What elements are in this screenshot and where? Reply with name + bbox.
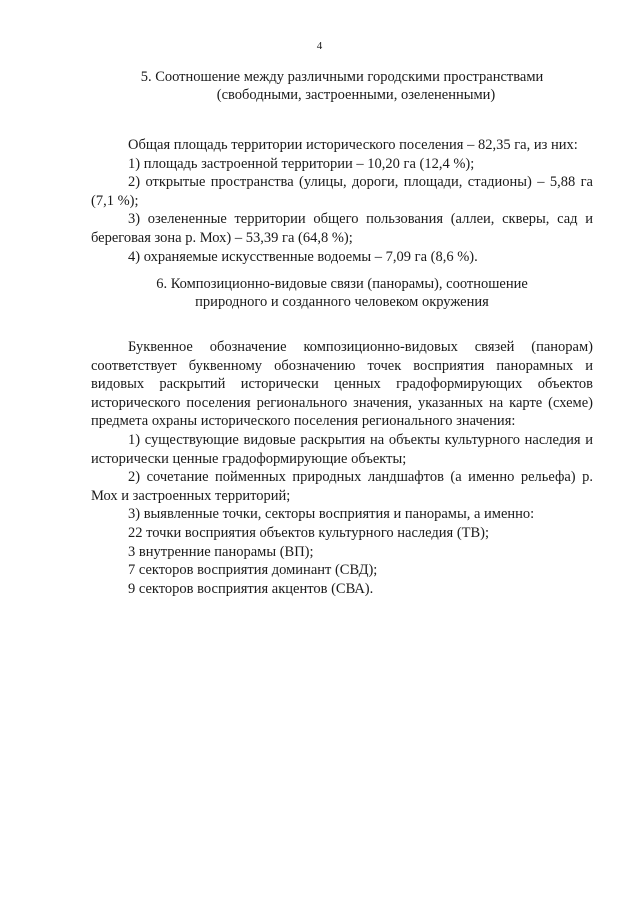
page-number: 4 <box>316 40 323 52</box>
section-6-subitem: 22 точки восприятия объектов культурного наследия (ТВ); <box>128 524 490 541</box>
section-6-subitem: 3 внутренние панорамы (ВП); <box>128 543 314 560</box>
section-5-item: 4) охраняемые искусственные водоемы – 7,09 га (8,6 %). <box>128 248 478 265</box>
section-6-subitem: 9 секторов восприятия акцентов (СВА). <box>128 580 374 597</box>
section-6 <box>91 275 593 598</box>
section-6-heading <box>91 275 593 311</box>
section-6-subitem: 7 секторов восприятия доминант (СВД); <box>128 562 378 579</box>
section-5-intro: Общая площадь территории исторического поселения – 82,35 га, из них: <box>128 137 578 153</box>
section-5-body <box>91 136 593 266</box>
section-5-item: 2) открытые пространства (улицы, дороги, площади, стадионы) – 5,88 га (7,1 %); <box>91 174 593 209</box>
section-6-intro: Буквенное обозначение композиционно-видовых связей (панорам) соответствует буквенному обозначению точек восприятия панорамных и видовых раскрытий исторически ценных градоформирующих объектов исторического поселения регионального значения, указанных на карте (схеме) предмета охраны исторического поселения регионального значения: <box>91 339 593 430</box>
section-5 <box>91 68 593 266</box>
section-5-item: 1) площадь застроенной территории – 10,20 га (12,4 %); <box>128 155 475 172</box>
section-6-item: 2) сочетание пойменных природных ландшафтов (а именно рельефа) р. Мох и застроенных территорий; <box>91 469 593 504</box>
section-6-heading-line2: природного и созданного человеком окружения <box>195 294 489 310</box>
section-5-item: 3) озелененные территории общего пользования (аллеи, скверы, сад и береговая зона р. Мох) – 53,39 га (64,8 %); <box>91 211 593 246</box>
section-5-heading-line1: 5. Соотношение между различными городскими пространствами <box>140 69 544 85</box>
section-6-body <box>91 338 593 598</box>
section-6-item: 3) выявленные точки, секторы восприятия и панорамы, а именно: <box>128 506 535 523</box>
section-6-item: 1) существующие видовые раскрытия на объекты культурного наследия и исторически ценные градоформирующие объекты; <box>91 431 593 467</box>
section-5-heading-line2: (свободными, застроенными, озелененными) <box>216 87 496 103</box>
section-6-heading-line1: 6. Композиционно-видовые связи (панорамы), соотношение <box>156 276 528 292</box>
section-5-heading <box>91 68 593 104</box>
